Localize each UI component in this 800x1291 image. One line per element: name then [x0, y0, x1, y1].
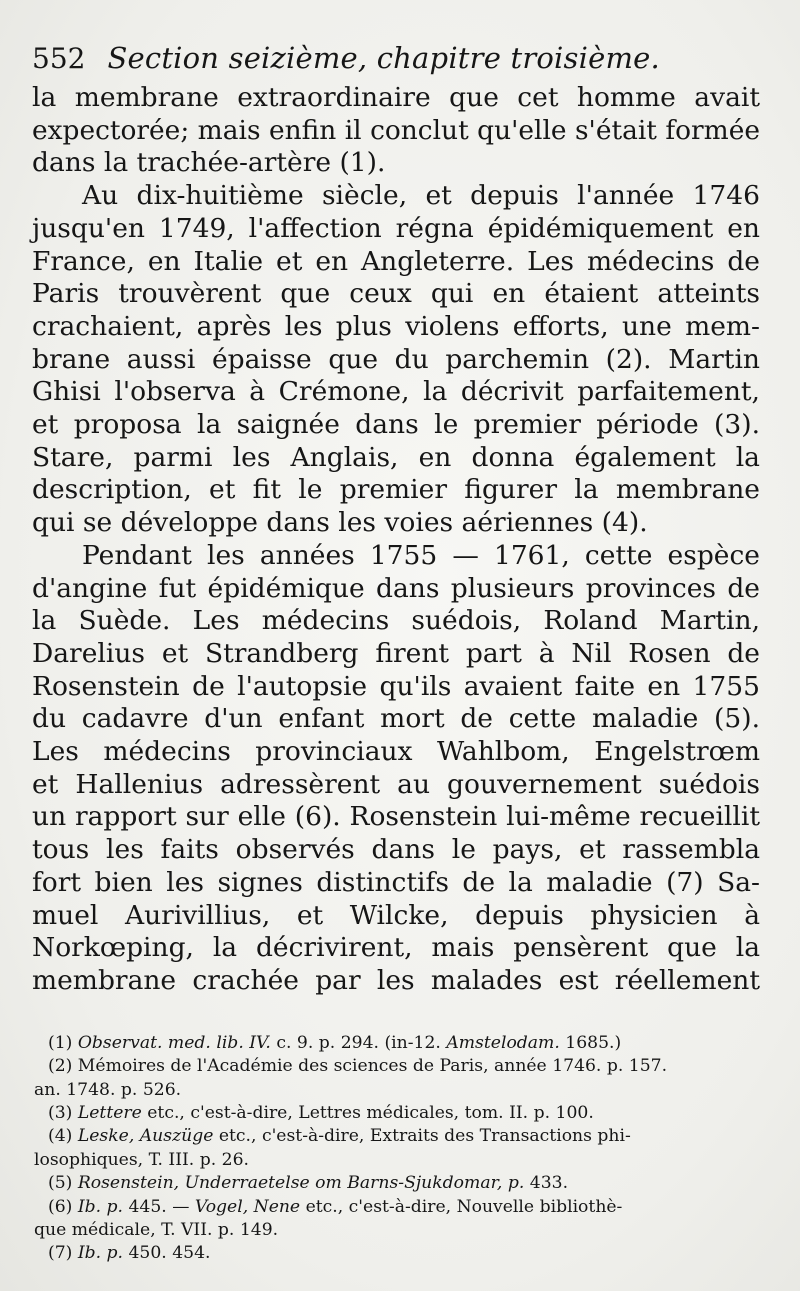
body-line: Au dix-huitième siècle, et depuis l'année 1746	[82, 180, 760, 212]
body-line: Ghisi l'observa à Crémone, la décrivit parfaitement,	[32, 376, 760, 408]
body-line: brane aussi épaisse que du parchemin (2). Martin	[32, 343, 760, 375]
body-line: Norkœping, la décrivirent, mais pensèrent que la	[32, 932, 760, 964]
footnote-1	[34, 1032, 760, 1055]
body-line: membrane crachée par les malades est réellement	[32, 964, 760, 996]
body-line: du cadavre d'un enfant mort de cette maladie (5).	[32, 703, 760, 735]
body-line: Stare, parmi les Anglais, en donna également la	[32, 441, 760, 473]
body-line: fort bien les signes distinctifs de la maladie (7) Sa-	[32, 866, 760, 898]
footnote-text: etc., c'est-à-dire, Extraits des Transactions phi-	[218, 1126, 631, 1147]
footnote-6	[34, 1196, 760, 1243]
footnote-text: etc., c'est-à-dire, Nouvelle bibliothè-	[305, 1196, 623, 1217]
footnote-7	[34, 1242, 760, 1265]
page-number: 552	[32, 42, 86, 75]
footnote-italic: Ib. p.	[77, 1243, 124, 1264]
body-line: et proposa la saignée dans le premier période (3).	[32, 409, 760, 441]
footnote-italic: Vogel, Nene	[194, 1196, 301, 1217]
footnote-italic: Auszüge	[139, 1126, 214, 1147]
page-header	[32, 38, 760, 82]
footnote-4	[34, 1125, 760, 1172]
body-line: dans la trachée-artère (1).	[32, 147, 386, 179]
body-line: un rapport sur elle (6). Rosenstein lui-même recueillit	[32, 801, 760, 833]
footnote-italic: Amstelodam.	[446, 1032, 560, 1053]
body-line: expectorée; mais enfin il conclut qu'elle s'était formée	[32, 114, 760, 146]
footnote-text: 433.	[529, 1173, 569, 1194]
footnote-text: losophiques, T. III. p. 26.	[34, 1149, 249, 1170]
body-line: et Hallenius adressèrent au gouvernement suédois	[32, 768, 760, 800]
footnote-text: 450. 454.	[128, 1243, 211, 1264]
body-line: crachaient, après les plus violens efforts, une mem-	[32, 310, 760, 342]
body-text	[32, 82, 760, 998]
footnote-text: 1685.)	[565, 1032, 622, 1053]
footnote-2	[34, 1055, 760, 1102]
body-line: la membrane extraordinaire que cet homme avait	[32, 82, 760, 113]
body-line: Paris trouvèrent que ceux qui en étaient atteints	[32, 278, 760, 310]
body-line: Rosenstein de l'autopsie qu'ils avaient faite en 1755	[32, 670, 760, 702]
body-line: tous les faits observés dans le pays, et rassembla	[32, 834, 760, 866]
footnote-text: (2) Mémoires de l'Académie des sciences de Paris, année 1746. p. 157.	[48, 1056, 668, 1077]
footnote-italic: Lettere	[77, 1102, 142, 1123]
running-head: Section seizième, chapitre troisième.	[107, 41, 660, 75]
footnote-italic: Rosenstein, Underraetelse om Barns-Sjukdomar, p.	[77, 1173, 525, 1194]
footnote-separator	[32, 998, 760, 1032]
footnotes	[32, 1032, 760, 1266]
body-line: Darelius et Strandberg firent part à Nil Rosen de	[32, 637, 760, 669]
body-line: la Suède. Les médecins suédois, Roland Martin,	[32, 605, 760, 637]
body-line: qui se développe dans les voies aériennes (4).	[32, 507, 648, 539]
body-line: d'angine fut épidémique dans plusieurs provinces de	[32, 572, 760, 604]
footnote-mark: (7)	[48, 1243, 73, 1264]
footnote-mark: (1)	[48, 1032, 73, 1053]
footnote-text: an. 1748. p. 526.	[34, 1079, 182, 1100]
footnote-text: 445. —	[128, 1196, 190, 1217]
body-line: Les médecins provinciaux Wahlbom, Engelstrœm	[32, 736, 760, 768]
footnote-text: c. 9. p. 294. (in-12.	[276, 1032, 441, 1053]
footnote-text: etc., c'est-à-dire, Lettres médicales, tom. II. p. 100.	[147, 1102, 594, 1123]
footnote-mark: (6)	[48, 1196, 73, 1217]
footnote-italic: Observat. med. lib. IV.	[77, 1032, 271, 1053]
body-line: France, en Italie et en Angleterre. Les médecins de	[32, 245, 760, 277]
footnote-mark: (4)	[48, 1126, 73, 1147]
footnote-mark: (3)	[48, 1102, 73, 1123]
body-line: muel Aurivillius, et Wilcke, depuis physicien à	[32, 899, 760, 931]
footnote-italic: Leske,	[77, 1126, 135, 1147]
footnote-text: que médicale, T. VII. p. 149.	[34, 1219, 279, 1240]
body-line: Pendant les années 1755 — 1761, cette espèce	[82, 539, 760, 571]
footnote-italic: Ib. p.	[77, 1196, 124, 1217]
footnote-5	[34, 1172, 760, 1195]
body-line: jusqu'en 1749, l'affection régna épidémiquement en	[32, 212, 760, 244]
footnote-3	[34, 1102, 760, 1125]
body-line: description, et fit le premier figurer la membrane	[32, 474, 760, 506]
footnote-mark: (5)	[48, 1173, 73, 1194]
